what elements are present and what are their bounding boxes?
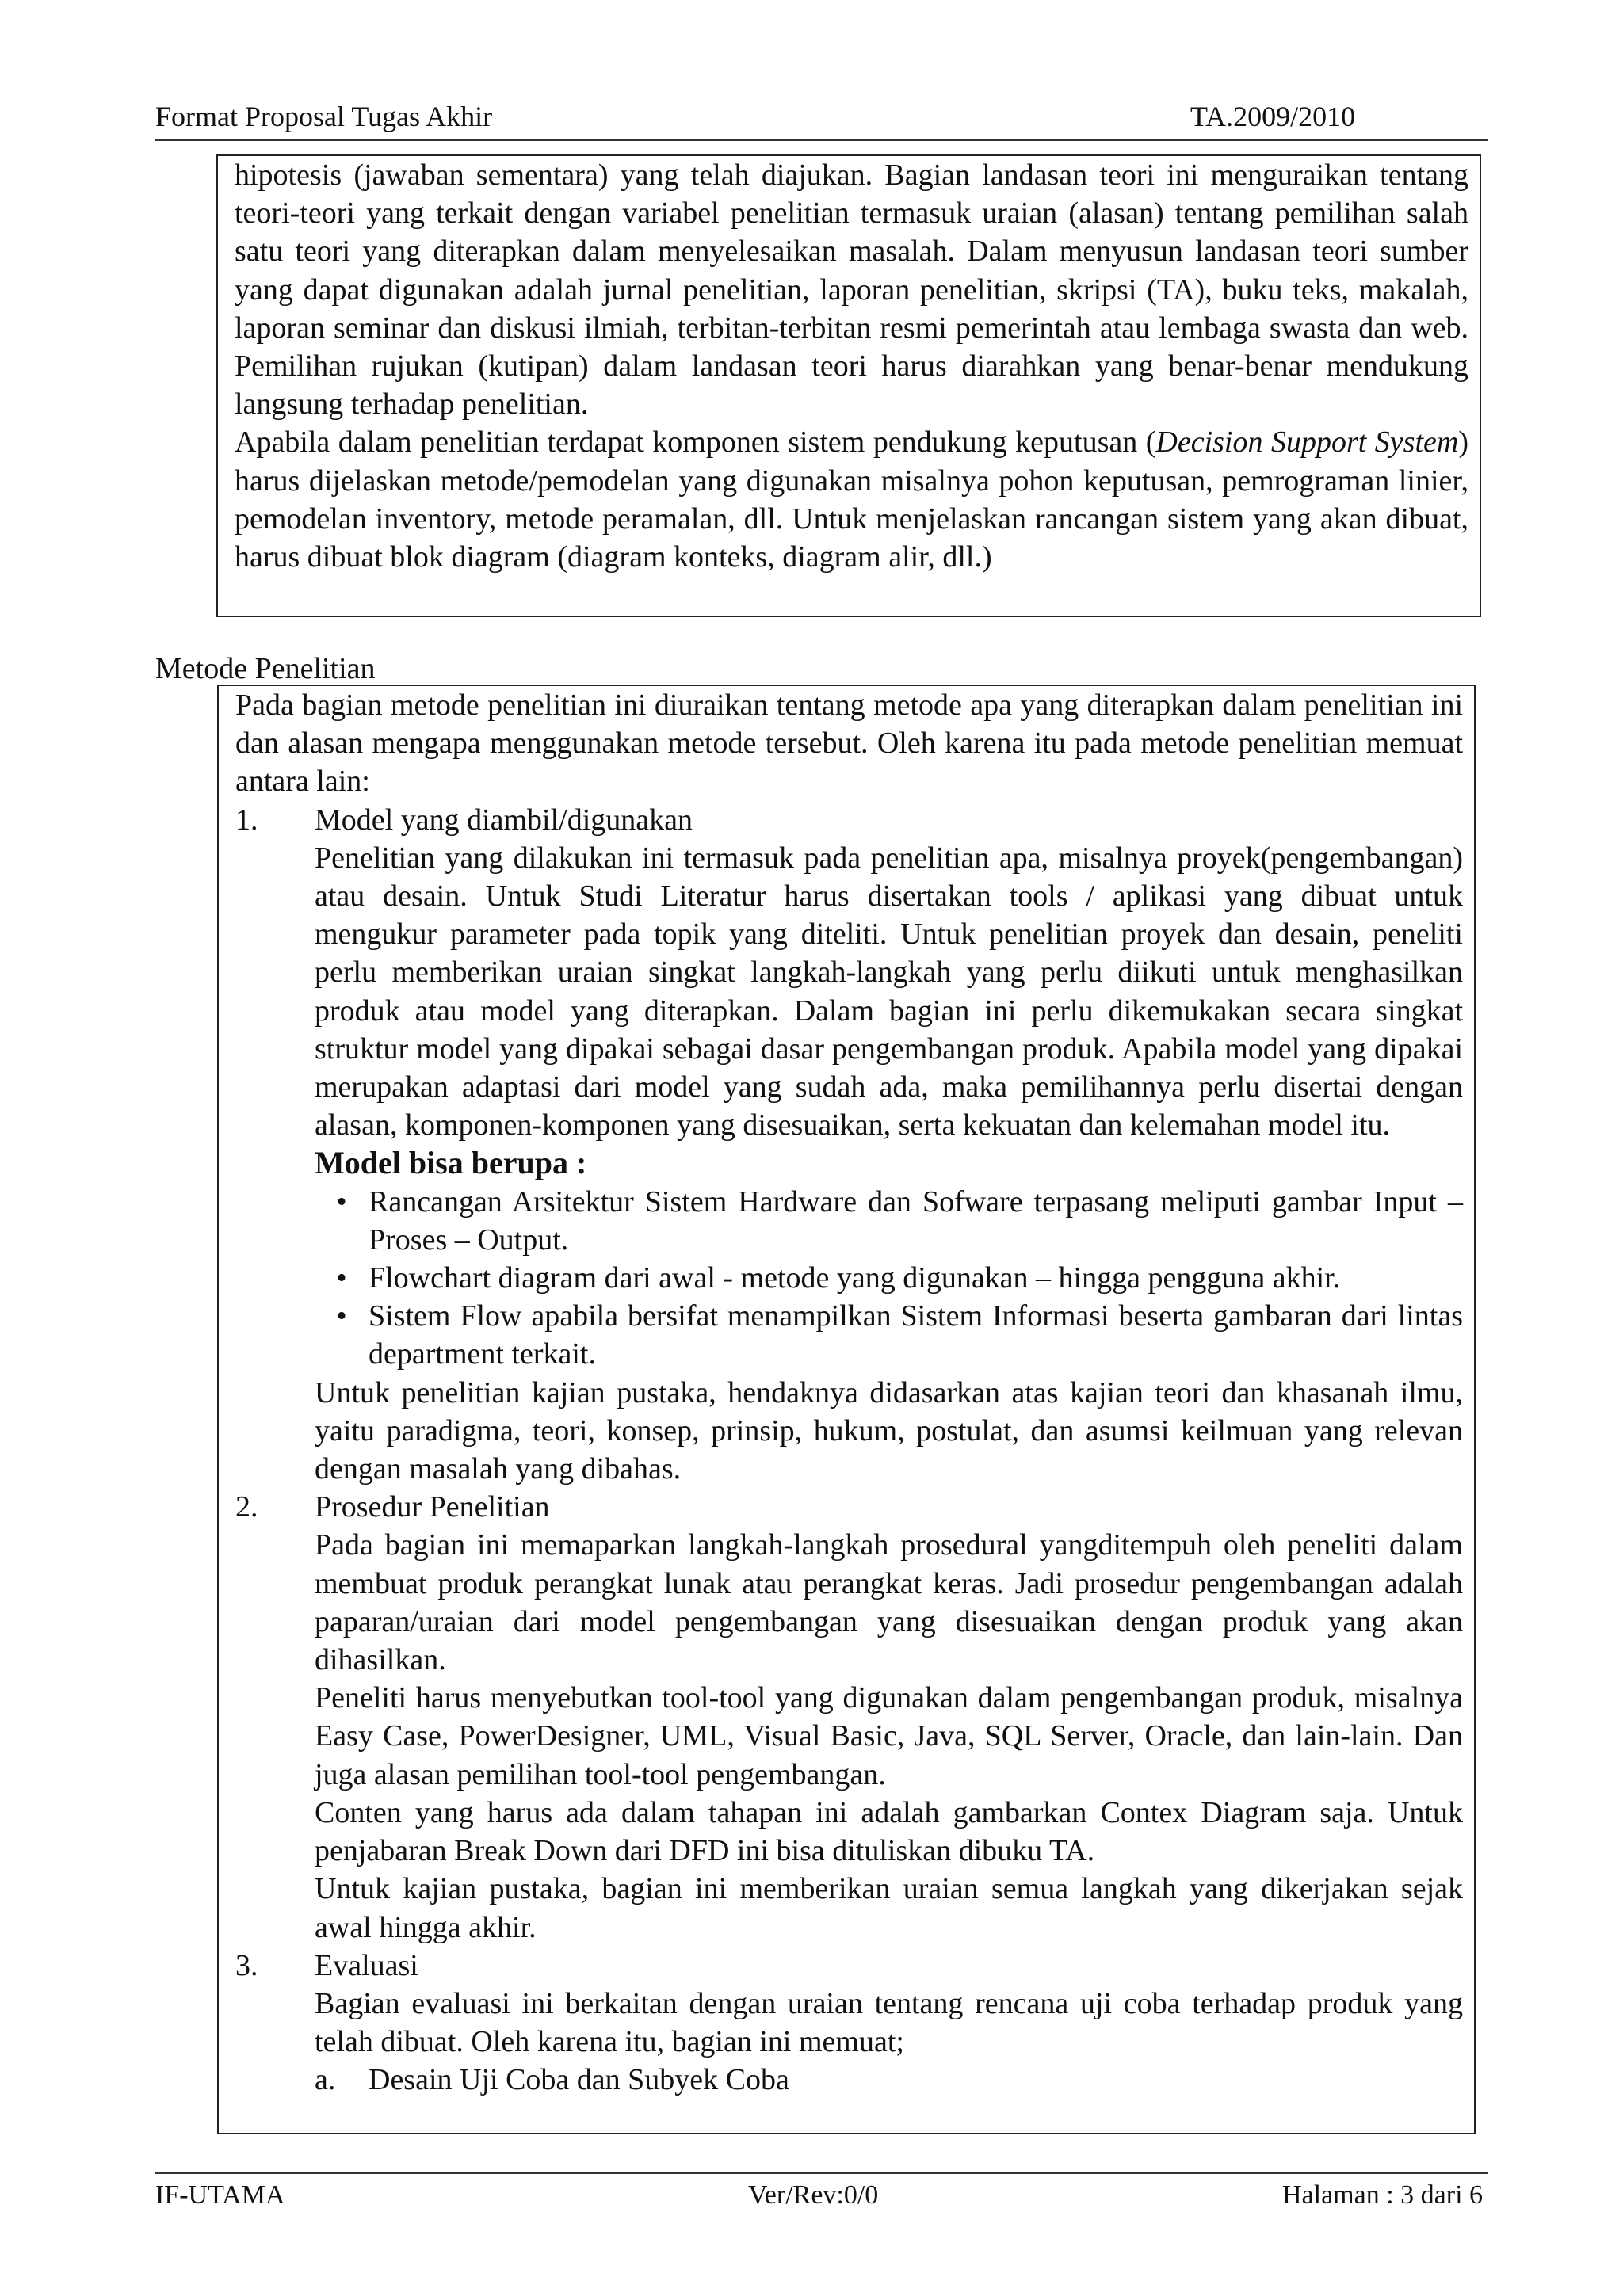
landasan-paragraph-2: Apabila dalam penelitian terdapat komponen sistem pendukung keputusan (Decision Support System) harus dijelaskan metode/pemodelan yang digunakan misalnya pohon keputusan, pemrograman linier, pemodelan inventory, metode peramalan, dll. Untuk menjelaskan rancangan sistem yang akan dibuat, harus dibuat blok diagram (diagram konteks, diagram alir, dll.): [235, 425, 1468, 574]
footer-page-number: Halaman : 3 dari 6: [1282, 2180, 1484, 2210]
header-year: TA.2009/2010: [1190, 101, 1356, 132]
bullet-icon: •: [336, 1184, 347, 1219]
list-item: • Flowchart diagram dari awal - metode yang digunakan – hingga pengguna akhir.: [315, 1259, 1463, 1297]
list-item-1-heading: 1. Model yang diambil/digunakan: [235, 803, 693, 837]
item-2-paragraph-4: Untuk kajian pustaka, bagian ini memberikan uraian semua langkah yang dikerjakan sejak awal hingga akhir.: [315, 1872, 1463, 1944]
header-title: Format Proposal Tugas Akhir: [155, 101, 493, 132]
metode-intro: Pada bagian metode penelitian ini diuraikan tentang metode apa yang diterapkan dalam penelitian ini dan alasan mengapa menggunakan metode tersebut. Oleh karena itu pada metode penelitian memuat antara lain:: [235, 688, 1463, 799]
item-3-paragraph-1: Bagian evaluasi ini berkaitan dengan uraian tentang rencana uji coba terhadap produk yang telah dibuat. Oleh karena itu, bagian ini memuat;: [315, 1986, 1463, 2059]
list-item: • Sistem Flow apabila bersifat menampilkan Sistem Informasi beserta gambaran dari lintas department terkait.: [315, 1297, 1463, 1373]
list-item: • Rancangan Arsitektur Sistem Hardware dan Sofware terpasang meliputi gambar Input – Proses – Output.: [315, 1183, 1463, 1259]
metode-penelitian-box: [217, 685, 1476, 2134]
list-item-2-heading: 2. Prosedur Penelitian: [235, 1490, 550, 1524]
item-2-paragraph-1: Pada bagian ini memaparkan langkah-langkah prosedural yangditempuh oleh peneliti dalam membuat produk perangkat lunak atau perangkat keras. Jadi prosedur pengembangan adalah paparan/uraian dari model pengembangan yang disesuaikan dengan produk yang akan dihasilkan.: [315, 1528, 1463, 1677]
item-2-paragraph-2: Peneliti harus menyebutkan tool-tool yang digunakan dalam pengembangan produk, misalnya Easy Case, PowerDesigner, UML, Visual Basic, Java, SQL Server, Oracle, dan lain-lain. Dan juga alasan pemilihan tool-tool pengembangan.: [315, 1681, 1463, 1791]
item-2-paragraph-3: Conten yang harus ada dalam tahapan ini adalah gambarkan Contex Diagram saja. Untuk penjabaran Break Down dari DFD ini bisa dituliskan dibuku TA.: [315, 1795, 1463, 1868]
item-1-body: Penelitian yang dilakukan ini termasuk pada penelitian apa, misalnya proyek(pengembangan) atau desain. Untuk Studi Literatur harus disertakan tools / aplikasi yang dibuat untuk mengukur parameter pada topik yang diteliti. Untuk penelitian proyek dan desain, peneliti perlu memberikan uraian singkat langkah-langkah yang perlu diikuti untuk menghasilkan produk atau model yang diterapkan. Dalam bagian ini perlu dikemukakan secara singkat struktur model yang dipakai sebagai dasar pengembangan produk. Apabila model yang dipakai merupakan adaptasi dari model yang sudah ada, maka pemilihannya perlu disertai dengan alasan, komponen-komponen yang disesuaikan, serta kekuatan dan kelemahan model itu.: [315, 841, 1463, 1142]
landasan-paragraph-1: hipotesis (jawaban sementara) yang telah diajukan. Bagian landasan teori ini menguraikan tentang teori-teori yang terkait dengan variabel penelitian termasuk uraian (alasan) tentang pemilihan salah satu teori yang diterapkan dalam menyelesaikan masalah. Dalam menyusun landasan teori sumber yang dapat digunakan adalah jurnal penelitian, laporan penelitian, skripsi (TA), buku teks, makalah, laporan seminar dan diskusi ilmiah, terbitan-terbitan resmi pemerintah atau lembaga swasta dan web. Pemilihan rujukan (kutipan) dalam landasan teori harus diarahkan yang benar-benar mendukung langsung terhadap penelitian.: [235, 158, 1468, 421]
model-bullet-list: [315, 1183, 1463, 1374]
footer-version: Ver/Rev:0/0: [748, 2180, 879, 2210]
bullet-icon: •: [336, 1299, 347, 1333]
page-footer: [155, 2172, 1488, 2210]
section-title: Metode Penelitian: [155, 652, 376, 685]
list-item-3-heading: 3. Evaluasi: [235, 1948, 418, 1982]
sub-item-a: a. Desain Uji Coba dan Subyek Coba: [315, 2063, 789, 2097]
landasan-teori-box: [216, 154, 1481, 617]
model-heading: Model bisa berupa :: [315, 1145, 587, 1181]
bullet-icon: •: [336, 1261, 347, 1295]
item-1-closing: Untuk penelitian kajian pustaka, hendaknya didasarkan atas kajian teori dan khasanah ilmu, yaitu paradigma, teori, konsep, prinsip, hukum, postulat, dan asumsi keilmuan yang relevan dengan masalah yang dibahas.: [315, 1375, 1463, 1486]
footer-org: IF-UTAMA: [155, 2180, 285, 2210]
page-header: [155, 98, 1488, 141]
